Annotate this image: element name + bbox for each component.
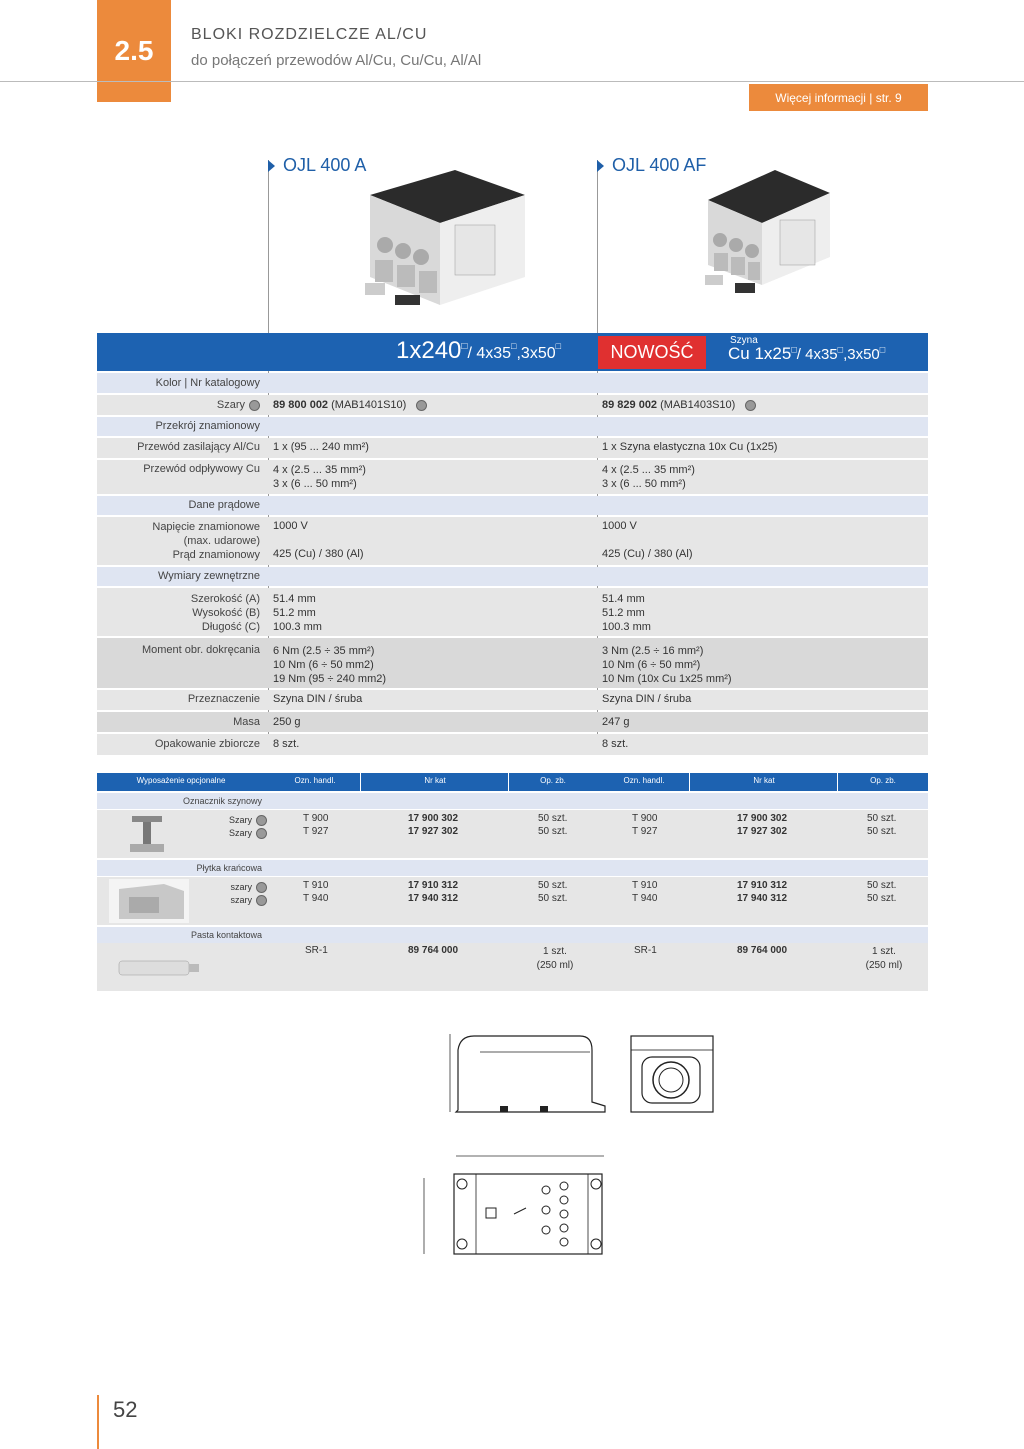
plytka-op-1: 50 szt. 50 szt. (538, 880, 568, 904)
grey-color-dot (256, 828, 267, 839)
row-dane (97, 496, 928, 515)
row-szary (97, 395, 928, 415)
grey-color-dot (416, 400, 427, 411)
row-wymiary (97, 567, 928, 586)
acc-header-ozn-1: Ozn. handl. (294, 776, 336, 785)
product-title-1: OJL 400 A (268, 155, 366, 176)
catalog-number-1: 89 800 002 (MAB1401S10) (273, 399, 593, 411)
label-przeznaczenie: Przeznaczenie (187, 693, 260, 705)
label-wymiary: Wymiary zewnętrzne (158, 570, 260, 582)
grey-color-dot (256, 882, 267, 893)
opakowanie-value-1: 8 szt. (273, 738, 300, 750)
product-image-1 (355, 165, 535, 325)
oznacznik-nr-1: 17 900 302 17 927 302 (408, 813, 459, 837)
arrow-icon (268, 160, 275, 172)
acc-section-plytka: Płytka krańcowa (97, 860, 928, 876)
row-przekroj (97, 417, 928, 436)
odplywowy-value-2: 4 x (2.5 ... 35 mm²) 3 x (6 ... 50 mm²) (602, 464, 695, 490)
spec-top-label: Szyna (730, 335, 758, 346)
rail-marker-image (127, 812, 167, 854)
row-opakowanie (97, 734, 928, 755)
moment-value-1: 6 Nm (2.5 ÷ 35 mm²) 10 Nm (6 ÷ 50 mm2) 19 Nm (95 ÷ 240 mm2) (273, 645, 387, 685)
plytka-op-2: 50 szt. 50 szt. (867, 880, 897, 904)
label-masa: Masa (233, 716, 260, 728)
plytka-nr-1: 17 910 312 17 940 312 (408, 880, 459, 904)
product-title-2: OJL 400 AF (597, 155, 706, 176)
acc-row-plytka (97, 877, 928, 925)
oznacznik-nr-2: 17 900 302 17 927 302 (737, 813, 788, 837)
catalog-number-2: 89 829 002 (MAB1403S10) (602, 399, 922, 411)
label-moment: Moment obr. dokręcania (141, 644, 260, 656)
row-napiecie (97, 517, 928, 565)
plytka-colors: szary szary (207, 881, 267, 907)
plytka-ozn-2: T 910 T 940 (632, 880, 658, 904)
grey-color-dot (745, 400, 756, 411)
acc-header-wyposazenie: Wyposażenie opcjonalne (136, 776, 226, 785)
acc-header-op-2: Op. zb. (870, 776, 896, 785)
page-title: BLOKI ROZDZIELCZE AL/CU (191, 26, 428, 43)
przeznaczenie-value-1: Szyna DIN / śruba (273, 693, 363, 705)
label-szary: Szary (97, 399, 264, 411)
grey-color-dot (256, 815, 267, 826)
oznacznik-colors: Szary Szary (207, 814, 267, 840)
page-number-bar (97, 1395, 99, 1449)
page-number: 52 (113, 1397, 138, 1422)
row-masa (97, 712, 928, 732)
odplywowy-value-1: 4 x (2.5 ... 35 mm²) 3 x (6 ... 50 mm²) (273, 464, 366, 490)
row-kolor (97, 373, 928, 393)
dimensions-value-1: 51.4 mm 51.2 mm 100.3 mm (273, 593, 322, 633)
oznacznik-ozn-2: T 900 T 927 (632, 813, 658, 837)
pasta-ozn-1: SR-1 (305, 945, 328, 956)
header-divider (0, 81, 1024, 82)
zasilajacy-value-1: 1 x (95 ... 240 mm²) (273, 441, 369, 453)
acc-header-op-1: Op. zb. (540, 776, 566, 785)
label-dimensions: Szerokość (A) Wysokość (B) Długość (C) (190, 593, 260, 633)
plytka-nr-2: 17 910 312 17 940 312 (737, 880, 788, 904)
end-plate-image (109, 879, 189, 923)
row-odplywowy (97, 460, 928, 494)
zasilajacy-value-2: 1 x Szyna elastyczna 10x Cu (1x25) (602, 441, 778, 453)
plytka-ozn-1: T 910 T 940 (303, 880, 329, 904)
page-subtitle: do połączeń przewodów Al/Cu, Cu/Cu, Al/Al (191, 52, 482, 69)
acc-header-ozn-2: Ozn. handl. (623, 776, 665, 785)
acc-row-oznacznik (97, 810, 928, 858)
oznacznik-op-2: 50 szt. 50 szt. (867, 813, 897, 837)
row-zasilajacy (97, 438, 928, 458)
pasta-nr-1: 89 764 000 (408, 945, 459, 956)
label-opakowanie: Opakowanie zbiorcze (154, 738, 260, 750)
row-przeznaczenie (97, 690, 928, 710)
acc-header-nrkat-2: Nr kat (753, 776, 775, 785)
label-zasilajacy: Przewód zasilający Al/Cu (137, 441, 260, 453)
acc-row-pasta (97, 943, 928, 991)
opakowanie-value-2: 8 szt. (602, 738, 629, 750)
oznacznik-ozn-1: T 900 T 927 (303, 813, 329, 837)
pasta-nr-2: 89 764 000 (737, 945, 788, 956)
pasta-op-1: 1 szt. (250 ml) (536, 946, 574, 971)
row-moment (97, 638, 928, 688)
spec-cross-section-2: Cu 1x25□/ 4x35□,3x50□ (728, 344, 886, 363)
grey-color-dot (249, 400, 260, 411)
label-kolor: Kolor | Nr katalogowy (155, 377, 260, 389)
label-napiecie: Napięcie znamionowe (max. udarowe) Prąd znamionowy (152, 521, 260, 561)
row-dimensions (97, 588, 928, 636)
prad-value-1: 425 (Cu) / 380 (Al) (273, 548, 364, 560)
top-view-drawing (414, 1148, 614, 1260)
pasta-ozn-2: SR-1 (634, 945, 657, 956)
masa-value-1: 250 g (273, 716, 301, 728)
przeznaczenie-value-2: Szyna DIN / śruba (602, 693, 692, 705)
masa-value-2: 247 g (602, 716, 630, 728)
arrow-icon (597, 160, 604, 172)
acc-header-nrkat-1: Nr kat (424, 776, 446, 785)
acc-section-oznacznik: Oznacznik szynowy (97, 793, 928, 809)
moment-value-2: 3 Nm (2.5 ÷ 16 mm²) 10 Nm (6 ÷ 50 mm²) 10 Nm (10x Cu 1x25 mm²) (602, 645, 732, 685)
label-dane: Dane prądowe (188, 499, 260, 511)
contact-paste-image (117, 957, 202, 979)
front-view-drawing (628, 1033, 718, 1115)
side-view-drawing (440, 1030, 612, 1118)
dimensions-value-2: 51.4 mm 51.2 mm 100.3 mm (602, 593, 651, 633)
spec-cross-section-1: 1x240□/ 4x35□,3x50□ (396, 337, 562, 364)
acc-section-pasta: Pasta kontaktowa (97, 927, 928, 943)
label-odplywowy: Przewód odpływowy Cu (143, 463, 260, 475)
chapter-number: 2.5 (97, 0, 171, 102)
napiecie-value-1: 1000 V (273, 520, 308, 532)
pasta-op-2: 1 szt. (250 ml) (865, 946, 903, 971)
more-info-link[interactable]: Więcej informacji | str. 9 (749, 84, 928, 111)
oznacznik-op-1: 50 szt. 50 szt. (538, 813, 568, 837)
napiecie-value-2: 1000 V (602, 520, 637, 532)
label-przekroj: Przekrój znamionowy (155, 420, 260, 432)
new-badge: NOWOŚĆ (598, 336, 706, 369)
product-image-2 (700, 165, 840, 305)
grey-color-dot (256, 895, 267, 906)
prad-value-2: 425 (Cu) / 380 (Al) (602, 548, 693, 560)
